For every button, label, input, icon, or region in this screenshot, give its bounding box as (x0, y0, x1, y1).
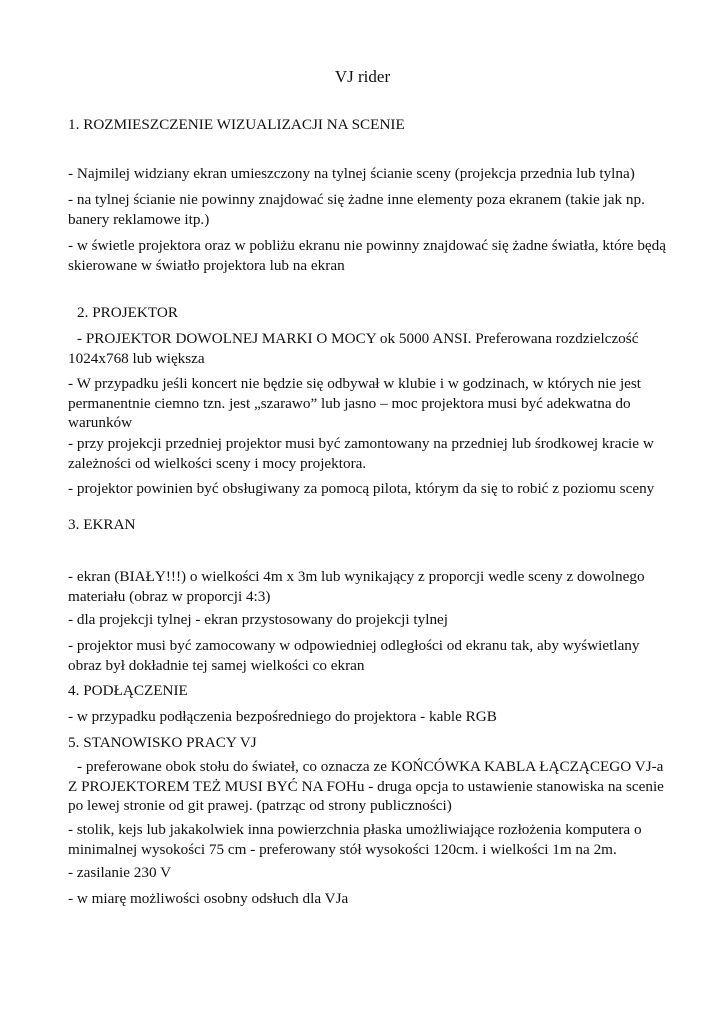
section-5-item-4: - w miarę możliwości osobny odsłuch dla VJa (68, 890, 349, 907)
section-5-item-2: - stolik, kejs lub jakakolwiek inna powierzchnia płaska umożliwiające rozłożenia komputera o minimalnej wysokości 75 cm - preferowany stół wysokości 120cm. i wielkości 1m na 2m. (68, 821, 642, 858)
section-5-item-3: - zasilanie 230 V (68, 864, 172, 881)
section-1-item-3: - w świetle projektora oraz w pobliżu ekranu nie powinny znajdować się żadne światła, które będą skierowane w światło projektora lub na ekran (68, 237, 667, 274)
section-4-heading: 4. PODŁĄCZENIE (68, 682, 188, 699)
document-title: VJ rider (334, 67, 391, 86)
section-2-item-4: - projektor powinien być obsługiwany za pomocą pilota, którym da się to robić z poziomu sceny (68, 480, 655, 497)
section-3-heading: 3. EKRAN (68, 516, 136, 533)
section-1-item-2: - na tylnej ścianie nie powinny znajdować się żadne inne elementy poza ekranem (takie jak np. banery reklamowe itp.) (68, 191, 645, 228)
section-3-item-1: - ekran (BIAŁY!!!) o wielkości 4m x 3m lub wynikający z proporcji wedle sceny z dowolnego materiału (obraz w proporcji 4:3) (68, 568, 645, 605)
section-1-heading: 1. ROZMIESZCZENIE WIZUALIZACJI NA SCENIE (68, 116, 405, 133)
section-2-item-3: - przy projekcji przedniej projektor musi być zamontowany na przedniej lub środkowej kracie w zależności od wielkości sceny i mocy projektora. (68, 435, 654, 472)
section-5-heading: 5. STANOWISKO PRACY VJ (68, 734, 257, 751)
section-1-item-1: - Najmilej widziany ekran umieszczony na tylnej ścianie sceny (projekcja przednia lub tylna) (68, 165, 635, 182)
section-4-item-1: - w przypadku podłączenia bezpośredniego do projektora - kable RGB (68, 708, 497, 725)
section-2-item-1: - PROJEKTOR DOWOLNEJ MARKI O MOCY ok 5000 ANSI. Preferowana rozdzielczość 1024x768 lub większa (68, 330, 639, 367)
section-3-item-3: - projektor musi być zamocowany w odpowiedniej odległości od ekranu tak, aby wyświetlany obraz był dokładnie tej samej wielkości co ekran (68, 637, 640, 674)
section-5-item-1: - preferowane obok stołu do świateł, co oznacza ze KOŃCÓWKA KABLA ŁĄCZĄCEGO VJ-a Z PROJEKTOREM TEŻ MUSI BYĆ NA FOHu - druga opcja to ustawienie stanowiska na scenie po lewej stronie od git prawej. (patrząc od strony publiczności) (68, 758, 664, 814)
section-2-item-2: - W przypadku jeśli koncert nie będzie się odbywał w klubie i w godzinach, w których nie jest permanentnie ciemno tzn. jest „szarawo” lub jasno – moc projektora musi być adekwatna do warunków (68, 375, 642, 431)
section-3-item-2: - dla projekcji tylnej - ekran przystosowany do projekcji tylnej (68, 611, 448, 628)
section-2-heading: 2. PROJEKTOR (77, 304, 178, 321)
